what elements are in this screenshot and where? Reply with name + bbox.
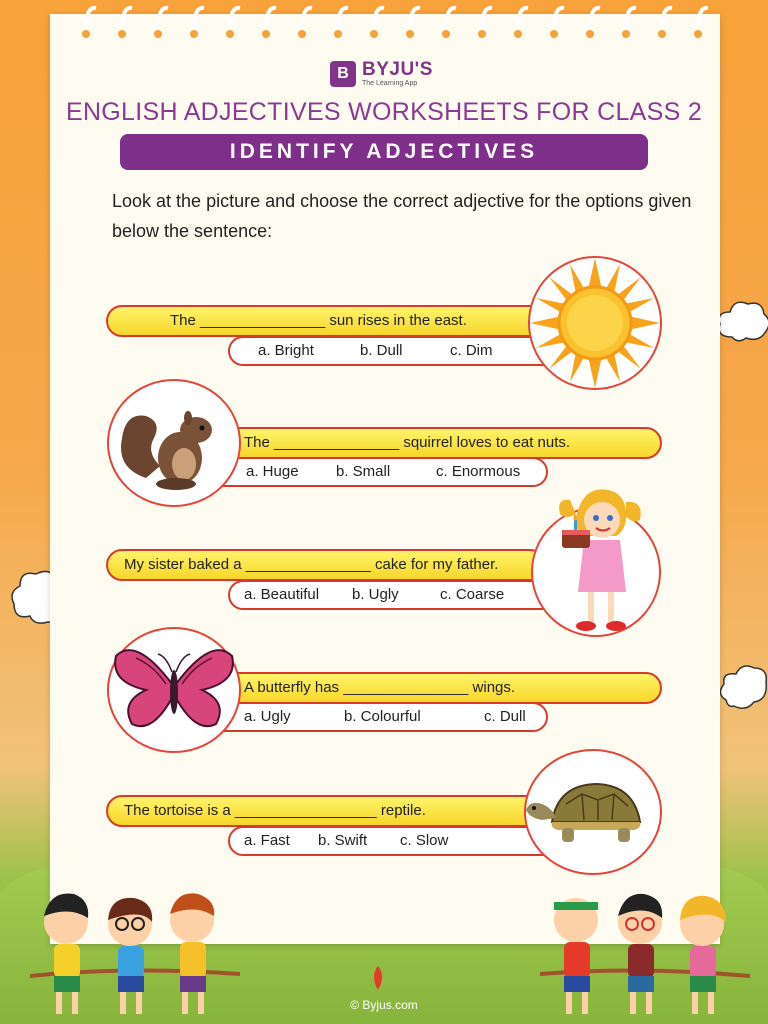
question-3-option-c[interactable]: c. Coarse	[440, 586, 505, 603]
binding-hole	[622, 30, 630, 38]
spiral-ring	[554, 8, 564, 30]
binding-hole	[442, 30, 450, 38]
question-3-sentence-bar	[106, 549, 546, 581]
spiral-ring	[590, 8, 600, 30]
binding-hole	[406, 30, 414, 38]
binding-hole	[334, 30, 342, 38]
question-4-sentence: A butterfly has _______________ wings.	[244, 679, 516, 696]
binding-hole	[298, 30, 306, 38]
question-5-option-a[interactable]: a. Fast	[244, 832, 290, 849]
tortoise-icon	[522, 748, 664, 876]
binding-hole	[478, 30, 486, 38]
spiral-ring	[266, 8, 276, 30]
binding-hole	[262, 30, 270, 38]
question-4-option-a[interactable]: a. Ugly	[244, 708, 291, 725]
binding-hole	[550, 30, 558, 38]
brand-name: BYJU'S	[362, 59, 433, 80]
spiral-ring	[86, 8, 96, 30]
question-5-option-c[interactable]: c. Slow	[400, 832, 449, 849]
question-2-sentence: The _______________ squirrel loves to eat nuts.	[244, 434, 571, 451]
flag-marker-icon	[370, 966, 386, 990]
spiral-ring	[194, 8, 204, 30]
cloud-icon	[8, 562, 56, 628]
question-5-options	[228, 826, 544, 856]
copyright-text: © Byjus.com	[350, 998, 418, 1012]
spiral-binding	[68, 0, 708, 44]
binding-hole	[118, 30, 126, 38]
spiral-ring	[446, 8, 456, 30]
spiral-ring	[518, 8, 528, 30]
question-4-options	[222, 702, 548, 732]
girl-with-cake-icon	[526, 480, 666, 642]
spiral-ring	[374, 8, 384, 30]
binding-hole	[226, 30, 234, 38]
question-2-option-c[interactable]: c. Enormous	[436, 463, 521, 480]
question-1-sentence: The _______________ sun rises in the east.	[170, 312, 467, 329]
worksheet-title: ENGLISH ADJECTIVES WORKSHEETS FOR CLASS 2	[65, 98, 703, 126]
sun-icon	[522, 250, 668, 396]
question-3-options	[228, 580, 544, 610]
question-4-option-b[interactable]: b. Colourful	[344, 708, 421, 725]
question-4-option-c[interactable]: c. Dull	[484, 708, 526, 725]
question-3-sentence: My sister baked a _______________ cake for my father.	[124, 556, 499, 573]
byjus-logo-mark: B	[330, 61, 356, 87]
question-4-sentence-bar	[222, 672, 662, 704]
butterfly-icon	[106, 626, 242, 754]
binding-hole	[586, 30, 594, 38]
spiral-ring	[662, 8, 672, 30]
question-1-option-a[interactable]: a. Bright	[258, 342, 314, 359]
question-1-options	[228, 336, 544, 366]
spiral-ring	[158, 8, 168, 30]
question-1-option-b[interactable]: b. Dull	[360, 342, 403, 359]
spiral-ring	[230, 8, 240, 30]
spiral-ring	[410, 8, 420, 30]
question-2-options	[222, 457, 548, 487]
question-5-sentence-bar	[106, 795, 546, 827]
spiral-ring	[698, 8, 708, 30]
binding-hole	[658, 30, 666, 38]
cloud-icon	[712, 292, 768, 352]
binding-hole	[694, 30, 702, 38]
spiral-ring	[482, 8, 492, 30]
binding-hole	[514, 30, 522, 38]
question-3-option-a[interactable]: a. Beautiful	[244, 586, 320, 603]
binding-hole	[82, 30, 90, 38]
question-1-sentence-bar	[106, 305, 546, 337]
section-banner: IDENTIFY ADJECTIVES	[120, 134, 648, 170]
cloud-icon	[716, 660, 768, 716]
question-3-option-b[interactable]: b. Ugly	[352, 586, 399, 603]
brand-tagline: The Learning App	[362, 80, 418, 87]
spiral-ring	[626, 8, 636, 30]
binding-hole	[154, 30, 162, 38]
spiral-ring	[122, 8, 132, 30]
binding-hole	[370, 30, 378, 38]
question-5-option-b[interactable]: b. Swift	[318, 832, 368, 849]
question-2-option-b[interactable]: b. Small	[336, 463, 391, 480]
binding-hole	[190, 30, 198, 38]
spiral-ring	[338, 8, 348, 30]
squirrel-icon	[106, 378, 242, 508]
question-5-sentence: The tortoise is a _________________ reptile.	[124, 802, 426, 819]
byjus-logo	[330, 60, 433, 87]
spiral-ring	[302, 8, 312, 30]
question-1-option-c[interactable]: c. Dim	[450, 342, 493, 359]
question-2-sentence-bar	[222, 427, 662, 459]
instructions-text: Look at the picture and choose the correct adjective for the options given below the sentence:	[112, 191, 692, 241]
question-2-option-a[interactable]: a. Huge	[246, 463, 299, 480]
